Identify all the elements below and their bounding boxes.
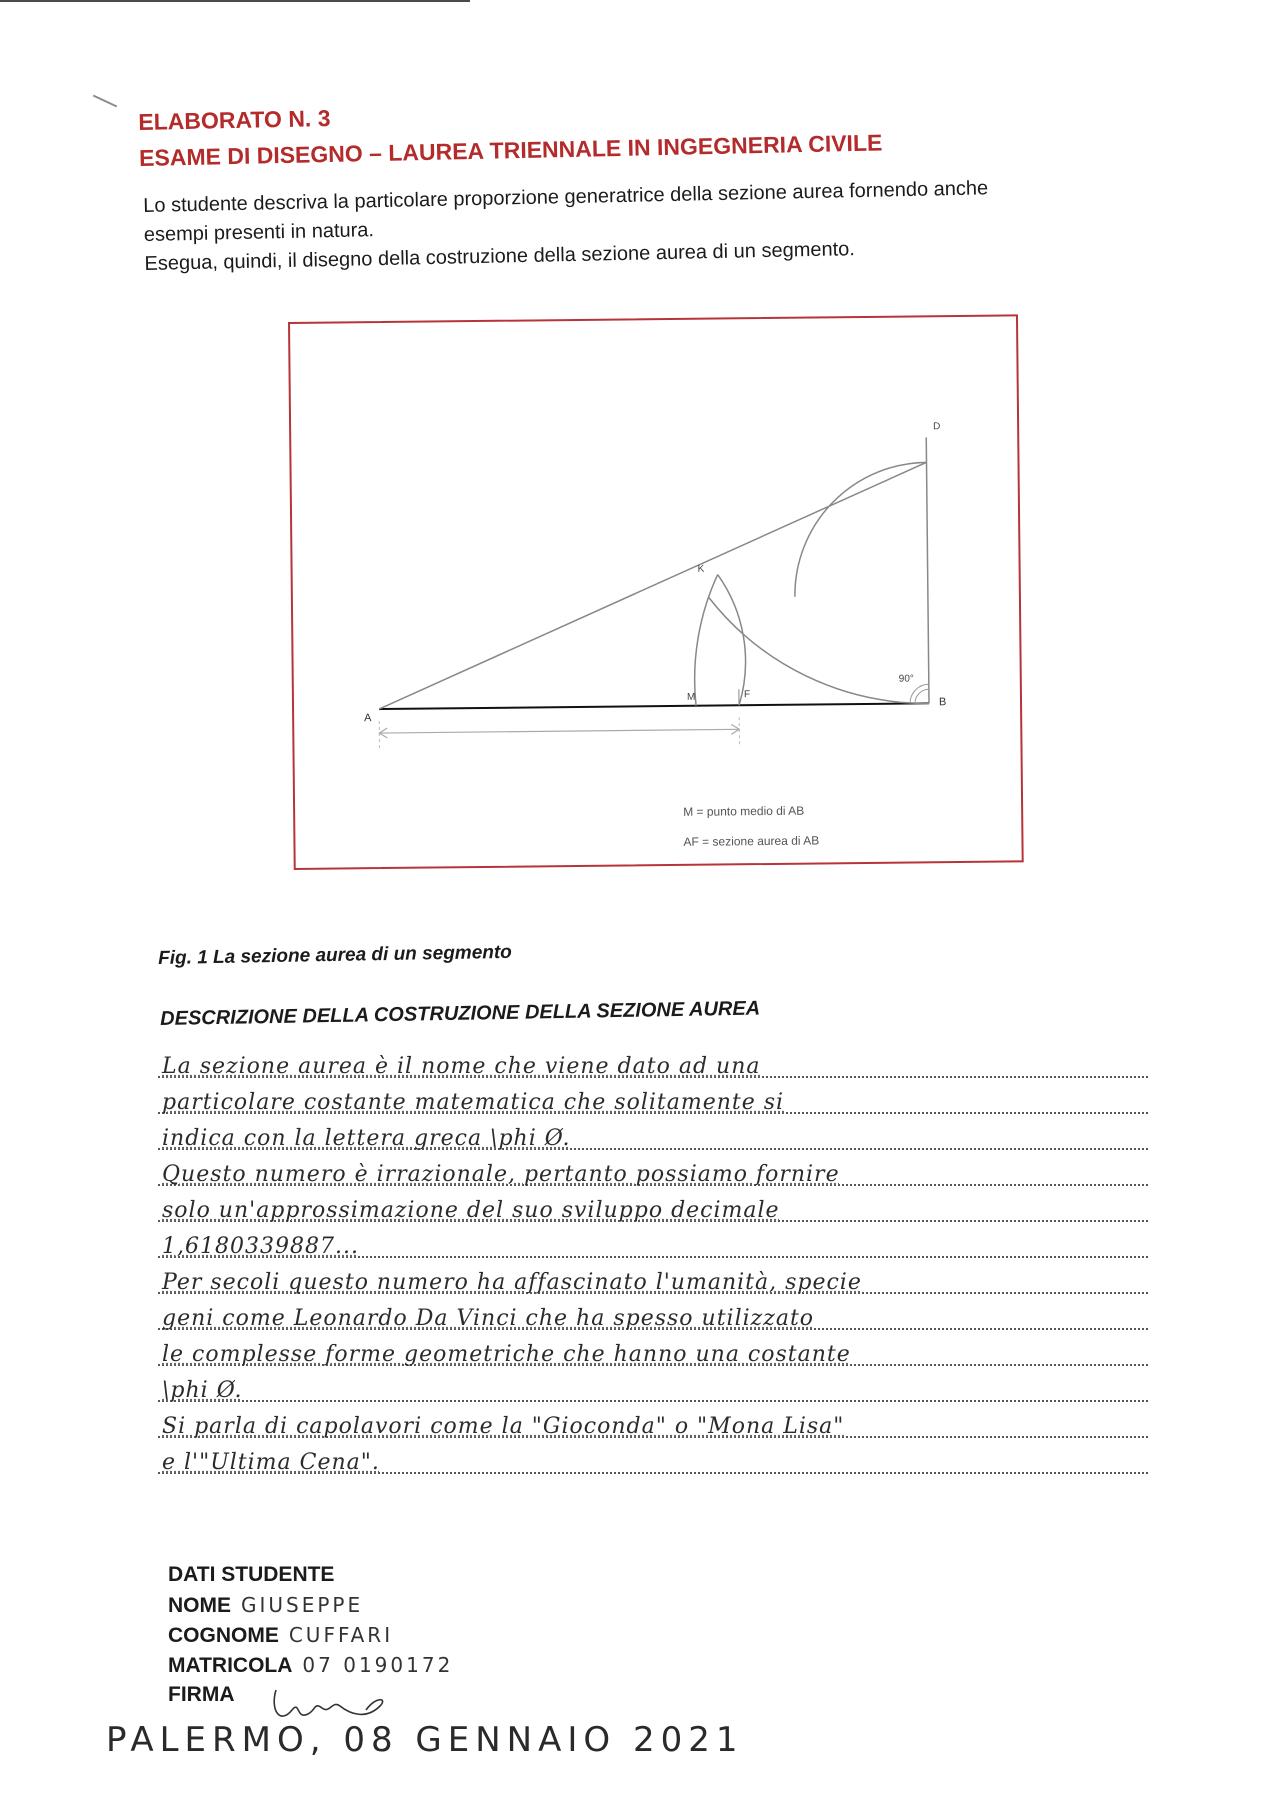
name-row xyxy=(168,1590,453,1620)
dimension-af xyxy=(379,729,739,733)
document-subtitle: ESAME DI DISEGNO – LAUREA TRIENNALE IN INGEGNERIA CIVILE xyxy=(138,129,883,171)
golden-section-diagram xyxy=(290,316,1022,868)
handwritten-line: La sezione aurea è il nome che viene dato ad una xyxy=(162,1054,761,1079)
intro-line: Lo studente descriva la particolare proporzione generatrice della sezione aurea fornendo anche xyxy=(143,177,989,217)
handwritten-description xyxy=(158,1046,1148,1478)
ruled-line xyxy=(158,1262,1148,1298)
figure-caption: Fig. 1 La sezione aurea di un segmento xyxy=(158,941,513,969)
perpendicular-bd xyxy=(926,437,929,703)
handwritten-line: solo un'approssimazione del suo sviluppo decimale xyxy=(162,1198,780,1223)
handwritten-line: Questo numero è irrazionale, pertanto possiamo fornire xyxy=(162,1162,840,1187)
ruled-line xyxy=(158,1046,1148,1082)
signature-label: FIRMA xyxy=(168,1683,235,1706)
label-k: K xyxy=(697,563,705,575)
label-f: F xyxy=(743,689,751,701)
right-angle-arc xyxy=(910,684,929,703)
id-value: 07 0190172 xyxy=(302,1653,454,1677)
handwritten-line: particolare costante matematica che solitamente si xyxy=(162,1090,785,1115)
segment-ab xyxy=(379,703,929,709)
name-label: NOME xyxy=(168,1594,231,1617)
ruled-line xyxy=(158,1370,1148,1406)
description-title: DESCRIZIONE DELLA COSTRUZIONE DELLA SEZIONE AUREA xyxy=(160,997,761,1030)
document-header xyxy=(138,88,883,176)
handwritten-line: \phi Ø. xyxy=(162,1378,243,1403)
ruled-line xyxy=(158,1082,1148,1118)
ruled-line xyxy=(158,1406,1148,1442)
id-label: MATRICOLA xyxy=(168,1654,293,1677)
ruled-line xyxy=(158,1442,1148,1478)
label-m: M xyxy=(686,691,696,703)
label-b: B xyxy=(938,696,947,709)
right-angle-arc-inner xyxy=(915,689,929,703)
surname-row xyxy=(168,1620,453,1650)
label-a: A xyxy=(364,712,372,725)
ruled-line xyxy=(158,1190,1148,1226)
arc-db xyxy=(709,595,929,705)
legend-af: AF = sezione aurea di AB xyxy=(683,833,820,849)
arc-m xyxy=(694,575,720,706)
student-heading: DATI STUDENTE xyxy=(168,1563,335,1586)
assignment-text xyxy=(143,171,1125,279)
hypotenuse-ad xyxy=(377,462,929,709)
handwritten-line: geni come Leonardo Da Vinci che ha spesso utilizzato xyxy=(162,1306,815,1331)
arc-kf xyxy=(718,574,746,705)
place-and-date: PALERMO, 08 GENNAIO 2021 xyxy=(106,1720,744,1760)
intro-line: Esegua, quindi, il disegno della costruzione della sezione aurea di un segmento. xyxy=(144,238,856,275)
ruled-line xyxy=(158,1334,1148,1370)
document-title: ELABORATO N. 3 xyxy=(138,104,331,135)
ruled-line xyxy=(158,1226,1148,1262)
figure-frame xyxy=(288,314,1024,870)
scan-mark xyxy=(93,95,117,108)
intro-line: esempi presenti in natura. xyxy=(143,219,375,246)
handwritten-line: indica con la lettera greca \phi Ø. xyxy=(162,1126,571,1151)
surname-value: CUFFARI xyxy=(288,1623,394,1647)
handwritten-line: 1,6180339887... xyxy=(162,1234,359,1259)
surname-label: COGNOME xyxy=(168,1624,279,1647)
id-row xyxy=(168,1650,453,1680)
arc-from-b xyxy=(794,462,928,596)
ruled-line xyxy=(158,1118,1148,1154)
legend-m: M = punto medio di AB xyxy=(683,803,805,819)
ruled-line xyxy=(158,1154,1148,1190)
handwritten-line: Si parla di capolavori come la "Gioconda" o "Mona Lisa" xyxy=(162,1414,845,1439)
handwritten-line: le complesse forme geometriche che hanno una costante xyxy=(162,1342,851,1367)
label-d: D xyxy=(933,421,941,433)
scan-edge-line xyxy=(0,0,470,2)
ruled-line xyxy=(158,1298,1148,1334)
handwritten-line: e l'"Ultima Cena". xyxy=(162,1450,380,1475)
handwritten-line: Per secoli questo numero ha affascinato l'umanità, specie xyxy=(162,1270,862,1295)
name-value: GIUSEPPE xyxy=(241,1593,364,1617)
label-angle: 90° xyxy=(898,673,914,685)
